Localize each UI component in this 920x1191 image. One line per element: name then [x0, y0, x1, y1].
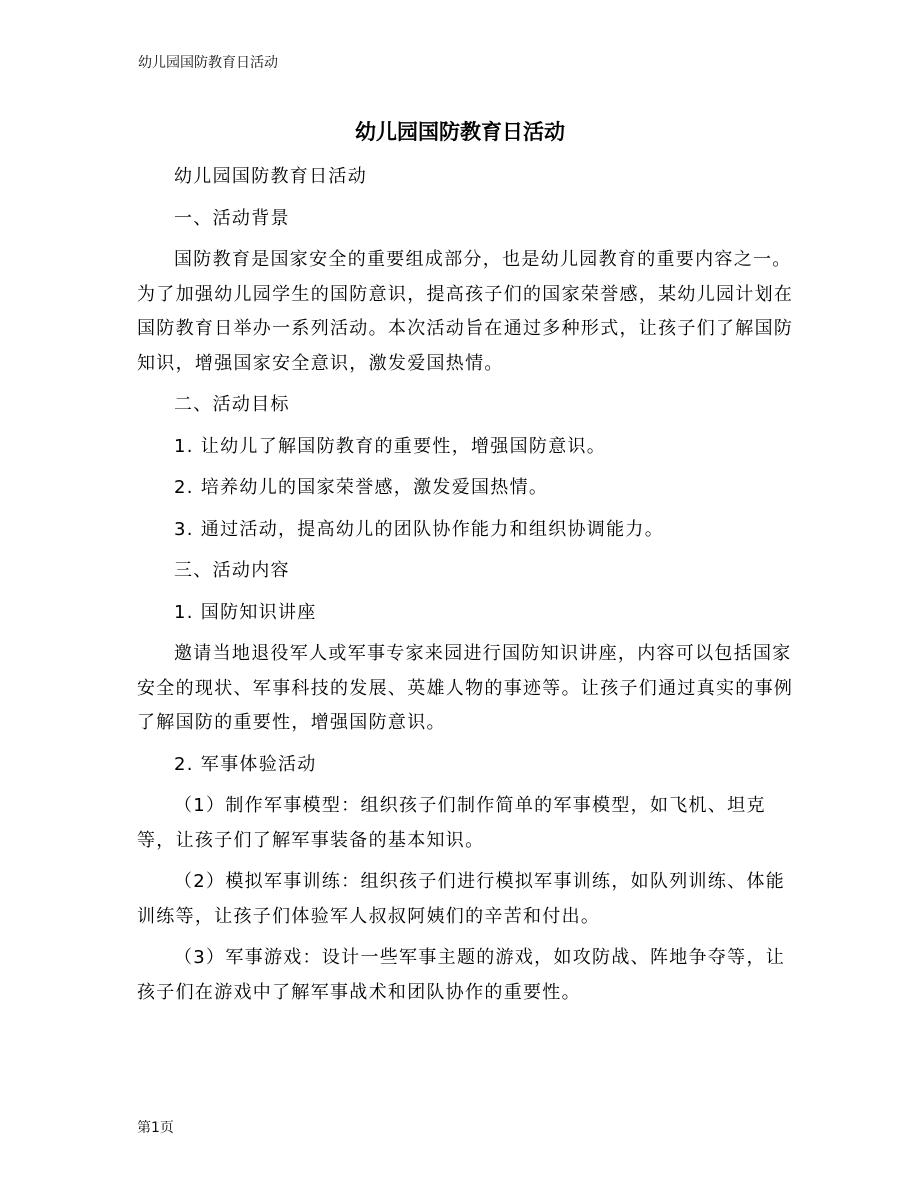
paragraph-subtitle: 幼儿园国防教育日活动 [174, 166, 367, 187]
paragraph-background: 国防教育是国家安全的重要组成部分，也是幼儿园教育的重要内容之一。为了加强幼儿园学生的国防意识，提高孩子们的国家荣誉感，某幼儿园计划在国防教育日举办一系列活动。本次活动旨在通过多种形式，让孩子们了解国防知识，增强国家安全意识，激发爱国热情。 [137, 249, 794, 374]
section-heading-goals: 二、活动目标 [174, 394, 290, 415]
document-body [137, 160, 797, 1017]
experience-item: （1）制作军事模型：组织孩子们制作简单的军事模型，如飞机、坦克等，让孩子们了解军事装备的基本知识。 [137, 795, 766, 851]
goal-item: 1. 让幼儿了解国防教育的重要性，增强国防意识。 [174, 435, 607, 457]
subheading-military-experience: 2. 军事体验活动 [174, 753, 317, 775]
experience-item: （3）军事游戏：设计一些军事主题的游戏，如攻防战、阵地争夺等，让孩子们在游戏中了解军事战术和团队协作的重要性。 [137, 947, 786, 1003]
section-heading-background: 一、活动背景 [174, 207, 290, 229]
document-title: 幼儿园国防教育日活动 [355, 120, 565, 144]
paragraph-lecture: 邀请当地退役军人或军事专家来园进行国防知识讲座，内容可以包括国家安全的现状、军事科技的发展、英雄人物的事迹等。让孩子们通过真实的事例了解国防的重要性，增强国防意识。 [137, 643, 794, 733]
section-heading-content: 三、活动内容 [174, 560, 290, 581]
goal-item: 2. 培养幼儿的国家荣誉感，激发爱国热情。 [174, 477, 549, 498]
page-number: 第1页 [137, 1120, 174, 1136]
page-header: 幼儿园国防教育日活动 [138, 55, 278, 71]
subheading-lecture: 1. 国防知识讲座 [174, 601, 317, 623]
experience-item: （2）模拟军事训练：组织孩子们进行模拟军事训练，如队列训练、体能训练等，让孩子们体验军人叔叔阿姨们的辛苦和付出。 [137, 871, 786, 927]
goal-item: 3. 通过活动，提高幼儿的团队协作能力和组织协调能力。 [174, 518, 664, 540]
